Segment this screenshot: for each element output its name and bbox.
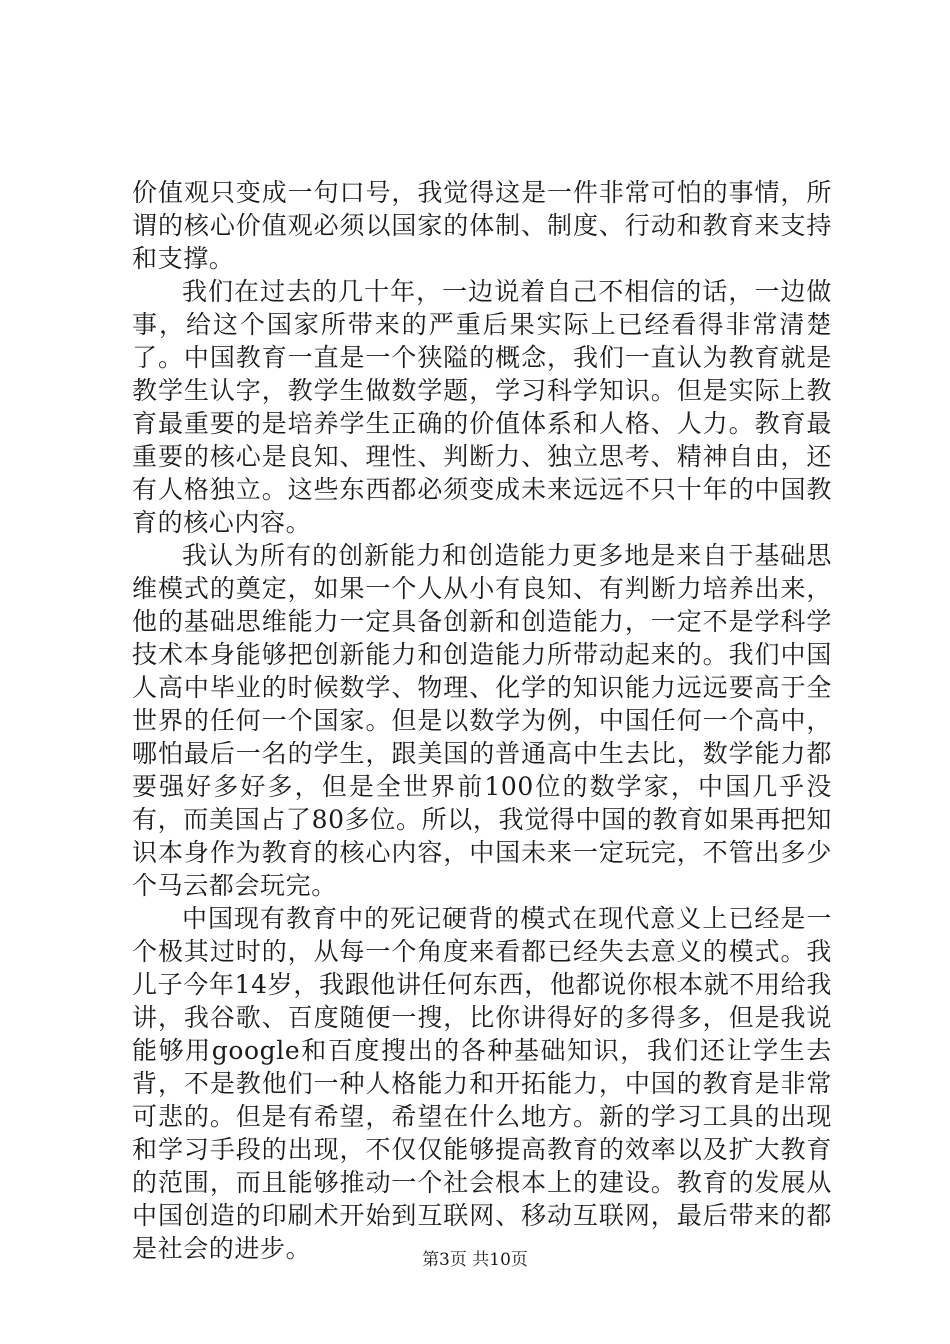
paragraph-continuation: 价值观只变成一句口号，我觉得这是一件非常可怕的事情，所谓的核心价值观必须以国家的体制、制度、行动和教育来支持和支撑。: [132, 178, 832, 273]
paragraph-rote-learning: 中国现有教育中的死记硬背的模式在现代意义上已经是一个极其过时的，从每一个角度来看都已经失去意义的模式。我儿子今年14岁，我跟他讲任何东西，他都说你根本就不用给我讲，我谷歌、百度随便一搜，比你讲得好的多得多，但是我说能够用google和百度搜出的各种基础知识，我们还让学生去背，不是教他们一种人格能力和开拓能力，中国的教育是非常可悲的。但是有希望，希望在什么地方。新的学习工具的出现和学习手段的出现，不仅仅能够提高教育的效率以及扩大教育的范围，而且能够推动一个社会根本上的建设。教育的发展从中国创造的印刷术开始到互联网、移动互联网，最后带来的都是社会的进步。: [132, 904, 832, 1263]
paragraph-education-concept: 我们在过去的几十年，一边说着自己不相信的话，一边做事，给这个国家所带来的严重后果实际上已经看得非常清楚了。中国教育一直是一个狭隘的概念，我们一直认为教育就是教学生认字，教学生做数学题，学习科学知识。但是实际上教育最重要的是培养学生正确的价值体系和人格、人力。教育最重要的核心是良知、理性、判断力、独立思考、精神自由，还有人格独立。这些东西都必须变成未来远远不只十年的中国教育的核心内容。: [132, 277, 832, 537]
paragraph-innovation: 我认为所有的创新能力和创造能力更多地是来自于基础思维模式的奠定，如果一个人从小有良知、有判断力培养出来，他的基础思维能力一定具备创新和创造能力，一定不是学科学技术本身能够把创新能力和创造能力所带动起来的。我们中国人高中毕业的时候数学、物理、化学的知识能力远远要高于全世界的任何一个国家。但是以数学为例，中国任何一个高中，哪怕最后一名的学生，跟美国的普通高中生去比，数学能力都要强好多好多，但是全世界前100位的数学家，中国几乎没有，而美国占了80多位。所以，我觉得中国的教育如果再把知识本身作为教育的核心内容，中国未来一定玩完，不管出多少个马云都会玩完。: [132, 541, 832, 900]
body-text: [132, 176, 832, 1265]
page-number-footer: 第3页 共10页: [422, 1250, 528, 1270]
